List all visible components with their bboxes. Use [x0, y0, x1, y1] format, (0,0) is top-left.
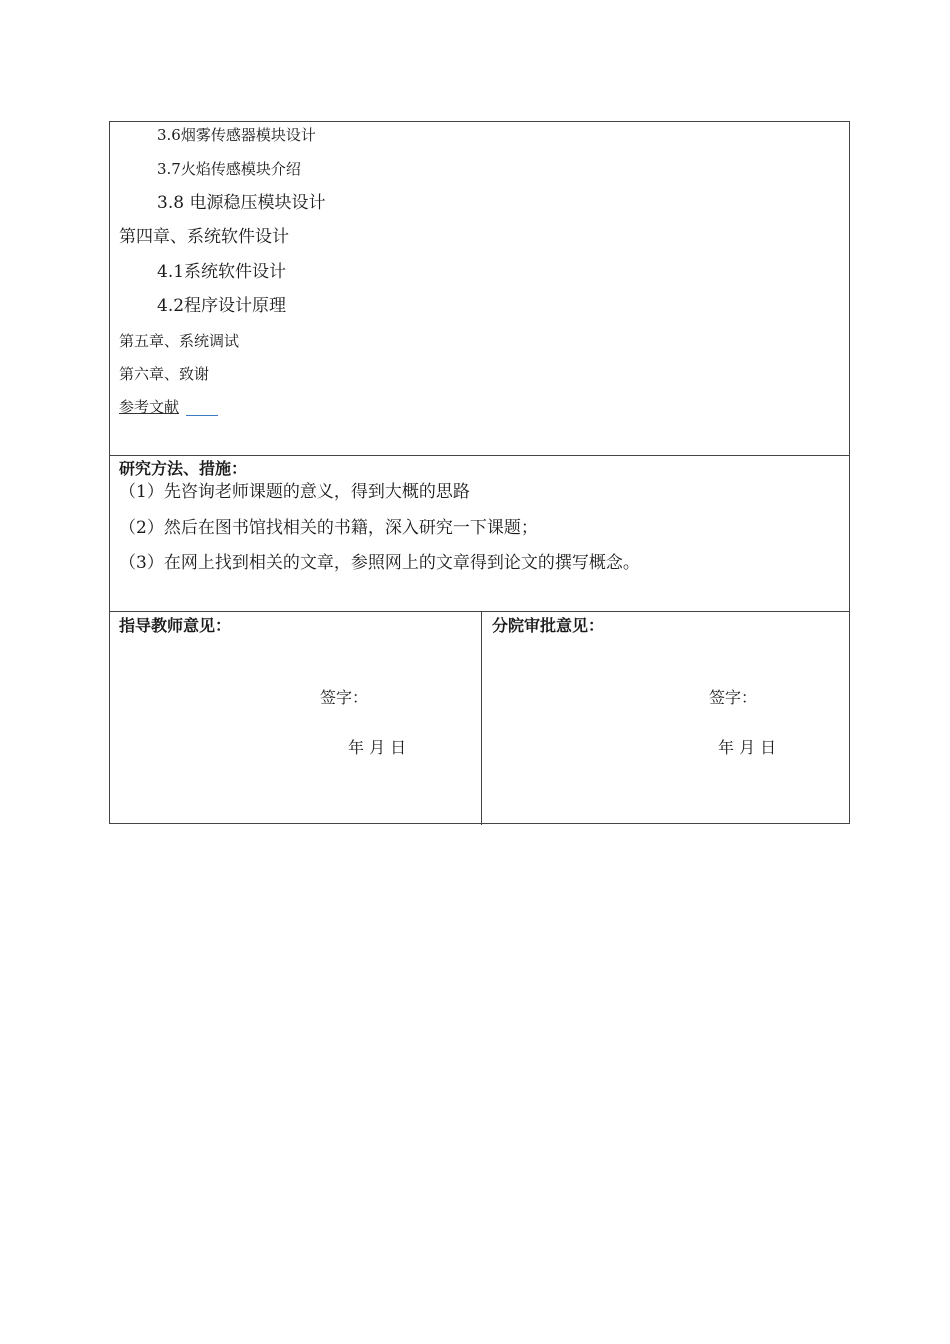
opinions-column-divider	[481, 611, 482, 825]
proposal-form-table	[109, 121, 850, 824]
toc-item-3-7: 3.7火焰传感模块介绍	[157, 160, 301, 178]
methods-step-2: （2）然后在图书馆找相关的书籍，深入研究一下课题；	[119, 518, 538, 538]
toc-item-3-6: 3.6烟雾传感器模块设计	[157, 126, 316, 144]
methods-heading: 研究方法、措施：	[119, 459, 248, 478]
toc-item-4-2: 4.2程序设计原理	[157, 296, 287, 316]
toc-chapter-4: 第四章、系统软件设计	[119, 227, 289, 247]
advisor-date-label: 年 月 日	[348, 738, 407, 757]
divider-methods	[110, 455, 849, 456]
advisor-signature-label: 签字：	[320, 688, 369, 707]
toc-chapter-6: 第六章、致谢	[119, 365, 210, 383]
advisor-heading: 指导教师意见：	[119, 616, 232, 635]
toc-chapter-5: 第五章、系统调试	[119, 332, 240, 350]
toc-item-4-1: 4.1系统软件设计	[157, 262, 287, 282]
methods-step-3: （3）在网上找到相关的文章，参照网上的文章得到论文的撰写概念。	[119, 553, 640, 573]
toc-item-3-8: 3.8 电源稳压模块设计	[157, 193, 326, 213]
divider-opinions	[110, 611, 849, 612]
methods-step-1: （1）先咨询老师课题的意义，得到大概的思路	[119, 482, 470, 502]
table-of-contents-section	[110, 122, 849, 455]
department-heading: 分院审批意见：	[492, 616, 605, 635]
department-date-label: 年 月 日	[718, 738, 777, 757]
toc-references: 参考文献	[119, 398, 180, 416]
references-underline	[186, 415, 218, 416]
department-signature-label: 签字：	[709, 688, 758, 707]
